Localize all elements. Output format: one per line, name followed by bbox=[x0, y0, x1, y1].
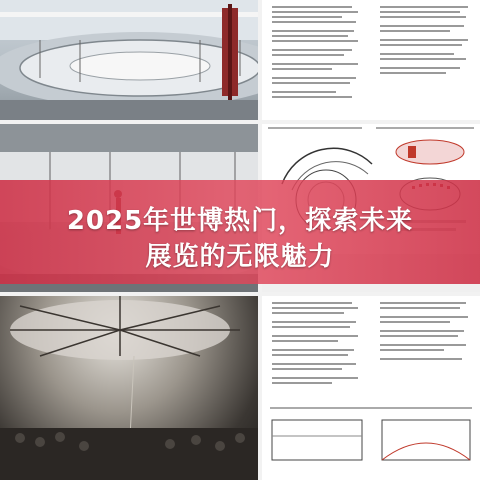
headline-line-1: 2025年世博热门，探索未来 bbox=[66, 206, 414, 236]
section-detail-sheet bbox=[262, 296, 480, 480]
project-text-sheet bbox=[262, 0, 480, 120]
pavilion-rooftop-render bbox=[0, 0, 258, 120]
rooftop-illustration bbox=[0, 0, 258, 120]
performer-illustration bbox=[0, 296, 258, 480]
headline-line-2: 展览的无限魅力 bbox=[145, 242, 335, 272]
section-drawing bbox=[262, 406, 480, 480]
aerial-performer-under-oculus-photo bbox=[0, 296, 258, 480]
